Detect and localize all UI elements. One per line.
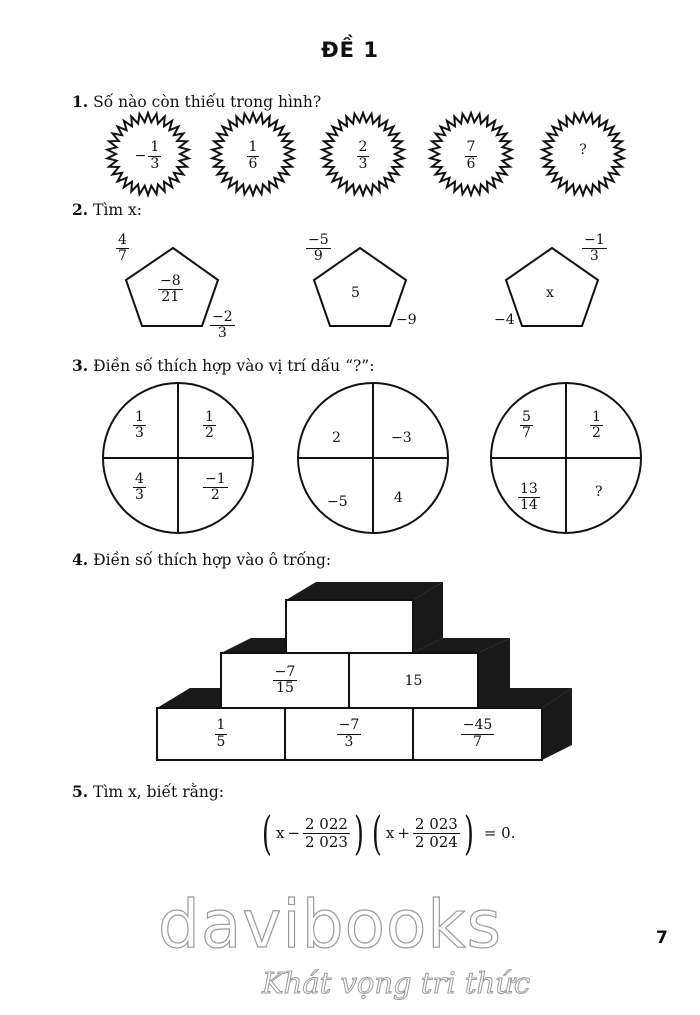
brick-bottom-left-value: $\frac{1}{5}$ <box>216 717 226 750</box>
brick-middle-left-value: $\frac{-7}{15}$ <box>274 663 296 696</box>
circle-3-top-left: $\frac{5}{7}$ <box>522 409 531 442</box>
question-text: Số nào còn thiếu trong hình? <box>93 93 322 111</box>
star-value-4: $\frac{7}{6}$ <box>466 139 476 172</box>
circle-1-top-right: $\frac{1}{2}$ <box>205 409 214 442</box>
brick-bottom-middle-value: $\frac{-7}{3}$ <box>338 717 360 750</box>
pentagon-3-center: x <box>546 285 554 301</box>
question-number: 2. <box>72 200 89 219</box>
circle-2 <box>298 383 448 533</box>
star-value-5: ? <box>579 142 587 158</box>
question-4 <box>72 550 331 569</box>
pentagon-2-bottom: −9 <box>396 312 417 328</box>
question-text: Điền số thích hợp vào ô trống: <box>93 551 332 569</box>
star-value-1: − $\frac{1}{3}$ <box>134 139 160 172</box>
pentagon-1-bottom: $\frac{-2}{3}$ <box>212 309 233 342</box>
page-number: 7 <box>656 928 668 948</box>
circle-1-bottom-left: $\frac{4}{3}$ <box>135 471 144 504</box>
question-3 <box>72 356 374 375</box>
circle-2-bottom-left: −5 <box>327 494 348 510</box>
circle-shapes <box>0 380 700 540</box>
circle-3 <box>491 383 641 533</box>
question-number: 1. <box>72 92 89 111</box>
pentagon-2-top: $\frac{-5}{9}$ <box>308 232 329 265</box>
circle-2-top-right: −3 <box>391 430 412 446</box>
circle-3-bottom-right: ? <box>595 484 603 500</box>
brick-top <box>286 600 413 653</box>
question-5 <box>72 782 224 801</box>
question-number: 5. <box>72 782 89 801</box>
pentagon-1-top: $\frac{4}{7}$ <box>118 232 127 265</box>
circle-1-top-left: $\frac{1}{3}$ <box>135 409 144 442</box>
equation-x: x <box>275 824 285 842</box>
equation-rhs: = 0. <box>483 824 516 842</box>
watermark-slogan: Khát vọng tri thức <box>262 966 531 1000</box>
pentagon-2-center: 5 <box>351 285 360 301</box>
circle-1-bottom-right: $\frac{-1}{2}$ <box>205 471 226 504</box>
pentagon-3-bottom: −4 <box>494 312 515 328</box>
pentagon-3-top: $\frac{-1}{3}$ <box>584 232 605 265</box>
circle-3-top-right: $\frac{1}{2}$ <box>592 409 601 442</box>
circle-2-bottom-right: 4 <box>394 490 403 506</box>
pentagon-1-center: $\frac{-8}{21}$ <box>160 273 181 306</box>
star-value-3: $\frac{2}{3}$ <box>358 139 368 172</box>
question-text: Tìm x: <box>93 201 143 219</box>
circle-1 <box>103 383 253 533</box>
question-number: 4. <box>72 550 89 569</box>
equation: ( x − $\frac{2 022}{2 023}$ ) ( x + $\frac{2 023}{2 024}$ ) = 0. <box>262 806 516 860</box>
brick-bottom-right-value: $\frac{-45}{7}$ <box>462 717 493 750</box>
question-text: Tìm x, biết rằng: <box>93 783 224 801</box>
star-value-2: $\frac{1}{6}$ <box>248 139 258 172</box>
question-2 <box>72 200 142 219</box>
question-text: Điền số thích hợp vào vị trí dấu “?”: <box>93 357 375 375</box>
brick-middle-right-value: 15 <box>404 672 423 689</box>
circle-3-bottom-left: $\frac{13}{14}$ <box>520 481 538 514</box>
page-title: ĐỀ 1 <box>321 38 379 62</box>
question-number: 3. <box>72 356 89 375</box>
watermark-logo: davibooks <box>158 886 502 963</box>
circle-2-top-left: 2 <box>332 430 341 446</box>
